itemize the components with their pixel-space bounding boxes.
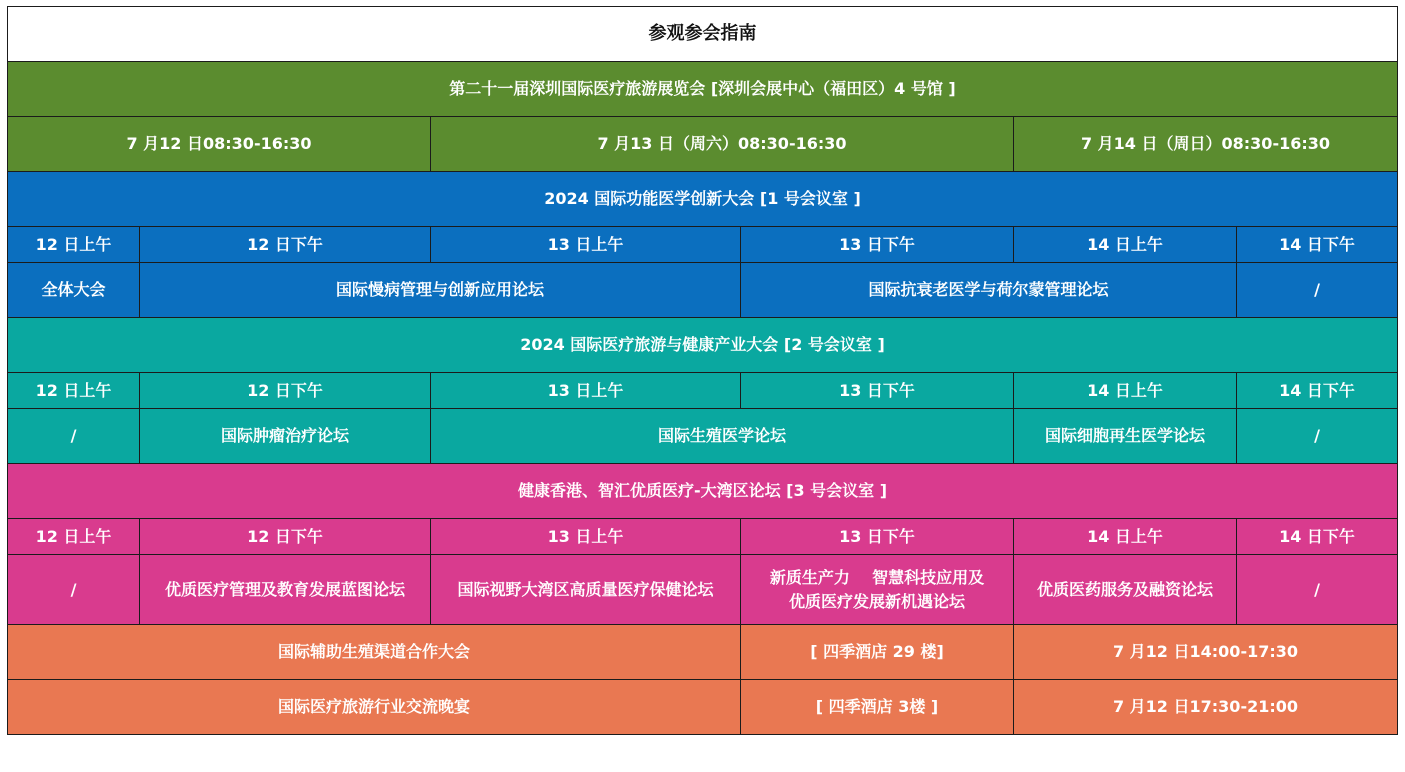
room3-slot: 13 日上午: [431, 519, 741, 555]
room3-slot: 12 日下午: [140, 519, 431, 555]
room2-session: 国际生殖医学论坛: [431, 409, 1014, 464]
room3-session: 优质医疗管理及教育发展蓝图论坛: [140, 555, 431, 625]
room3-header: 健康香港、智汇优质医疗-大湾区论坛 [3 号会议室 ]: [8, 464, 1398, 519]
room1-header: 2024 国际功能医学创新大会 [1 号会议室 ]: [8, 172, 1398, 227]
room1-slot: 13 日上午: [431, 227, 741, 263]
visitor-guide-table: [7, 6, 1398, 735]
room2-slot: 13 日下午: [741, 373, 1014, 409]
room2-header: 2024 国际医疗旅游与健康产业大会 [2 号会议室 ]: [8, 318, 1398, 373]
room1-session: 国际抗衰老医学与荷尔蒙管理论坛: [741, 263, 1237, 318]
room3-session-two-line: [741, 555, 1014, 625]
room2-session: /: [8, 409, 140, 464]
event-name: 国际医疗旅游行业交流晚宴: [8, 680, 741, 735]
expo-header: 第二十一届深圳国际医疗旅游展览会 [深圳会展中心（福田区）4 号馆 ]: [8, 62, 1398, 117]
room1-slot: 14 日上午: [1014, 227, 1237, 263]
room2-slot: 13 日上午: [431, 373, 741, 409]
room2-slot: 14 日下午: [1237, 373, 1398, 409]
room1-slot: 14 日下午: [1237, 227, 1398, 263]
room1-slot: 13 日下午: [741, 227, 1014, 263]
event-time: 7 月12 日17:30-21:00: [1014, 680, 1398, 735]
room1-session: /: [1237, 263, 1398, 318]
room3-session: /: [1237, 555, 1398, 625]
room2-session: /: [1237, 409, 1398, 464]
room3-slot: 13 日下午: [741, 519, 1014, 555]
event-name: 国际辅助生殖渠道合作大会: [8, 625, 741, 680]
room3-slot: 14 日上午: [1014, 519, 1237, 555]
session-line-2: 优质医疗发展新机遇论坛: [788, 591, 965, 611]
room3-session: 优质医药服务及融资论坛: [1014, 555, 1237, 625]
room2-session: 国际细胞再生医学论坛: [1014, 409, 1237, 464]
room3-slot: 12 日上午: [8, 519, 140, 555]
room2-slot: 14 日上午: [1014, 373, 1237, 409]
session-line-1: 新质生产力 智慧科技应用及: [769, 568, 985, 588]
expo-day-1: 7 月12 日08:30-16:30: [8, 117, 431, 172]
room2-slot: 12 日上午: [8, 373, 140, 409]
room2-slot: 12 日下午: [140, 373, 431, 409]
room1-session: 全体大会: [8, 263, 140, 318]
room1-slot: 12 日下午: [140, 227, 431, 263]
expo-day-2: 7 月13 日（周六）08:30-16:30: [431, 117, 1014, 172]
room2-session: 国际肿瘤治疗论坛: [140, 409, 431, 464]
room1-slot: 12 日上午: [8, 227, 140, 263]
event-time: 7 月12 日14:00-17:30: [1014, 625, 1398, 680]
room3-session: 国际视野大湾区高质量医疗保健论坛: [431, 555, 741, 625]
room3-session: /: [8, 555, 140, 625]
event-venue: [ 四季酒店 3楼 ]: [741, 680, 1014, 735]
room1-session: 国际慢病管理与创新应用论坛: [140, 263, 741, 318]
page-title: 参观参会指南: [8, 7, 1398, 62]
event-venue: [ 四季酒店 29 楼]: [741, 625, 1014, 680]
expo-day-3: 7 月14 日（周日）08:30-16:30: [1014, 117, 1398, 172]
room3-slot: 14 日下午: [1237, 519, 1398, 555]
